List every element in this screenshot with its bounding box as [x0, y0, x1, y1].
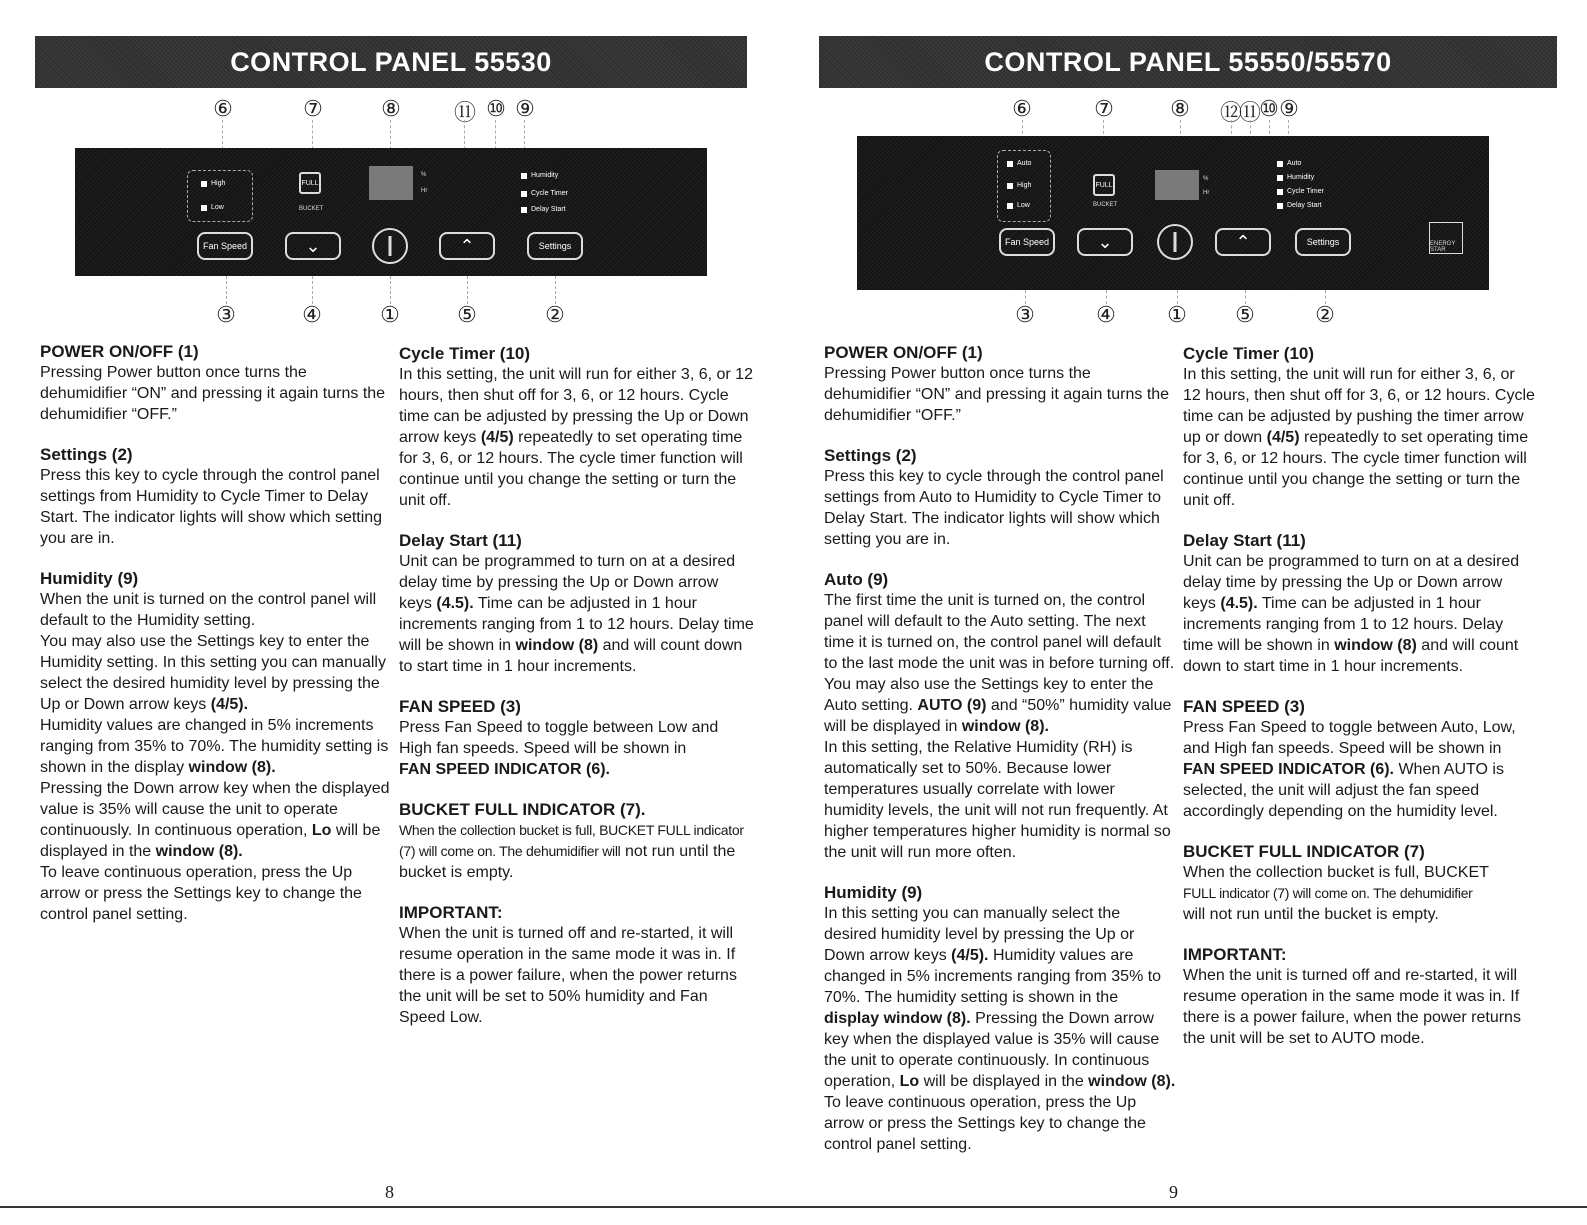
banner-title: CONTROL PANEL 55530: [35, 36, 747, 88]
unit-percent: %: [1203, 176, 1209, 182]
fan-level-low: Low: [1007, 202, 1030, 209]
right-column-2: [1183, 343, 1535, 1068]
humidity-text-1: When the unit is turned on the control panel will default to the Humidity setting.: [40, 591, 377, 629]
mode-humidity: Humidity: [521, 172, 558, 179]
humidity-text-2: You may also use the Settings key to enter the Humidity setting. In this setting you can manually select the desired humidity level by pressing the Up or Down arrow keys (4/5).: [40, 633, 386, 713]
settings-button[interactable]: Settings: [1295, 228, 1351, 256]
power-button[interactable]: [372, 228, 408, 264]
energy-star-logo: ENERGY STAR: [1429, 222, 1463, 254]
humidity-text-4: Pressing the Down arrow key when the displayed value is 35% will cause the unit to operate continuously. In continuous operation, Lo will be displayed in the window (8).: [40, 780, 390, 860]
power-button[interactable]: [1157, 224, 1193, 260]
settings-button[interactable]: Settings: [527, 232, 583, 260]
control-panel-image: [857, 136, 1489, 290]
power-heading: POWER ON/OFF (1): [824, 343, 983, 362]
fan-indicator-box: [187, 170, 253, 222]
callout-10: ⑩: [486, 96, 506, 121]
auto-text: The first time the unit is turned on, the control panel will default to the Auto setting. The next time it is turned on, the control panel will default to the last mode the unit was in before turning off. You may also use the Settings key to enter the Auto setting. AUTO (9) and “50%” humidity value will be displayed in window (8). In this setting, the Relative Humidity (RH) is automatically set to 50%. Because lower temperatures usually correlate with lower humidity levels, the unit will not run frequently. At higher temperatures higher humidity is normal so the unit will run more often.: [824, 592, 1175, 861]
callout-1: ①: [380, 302, 400, 327]
cycle-heading: Cycle Timer (10): [1183, 344, 1315, 363]
callout-8: ⑧: [381, 96, 401, 121]
delay-text: Unit can be programmed to turn on at a desired delay time by pressing the Up or Down arrow keys (4.5). Time can be adjusted in 1 hour increments ranging from 1 to 12 hours. Delay time will be shown in window (8) and will count down to start time in 1 hour increments.: [1183, 553, 1520, 675]
bucket-heading: BUCKET FULL INDICATOR (7): [1183, 842, 1425, 861]
unit-hours: Hr: [1203, 190, 1210, 196]
bucket-label: BUCKET: [1093, 202, 1118, 208]
mode-cycle-timer: Cycle Timer: [521, 190, 568, 197]
delay-heading: Delay Start (11): [399, 531, 522, 550]
bucket-text: When the collection bucket is full, BUCKET FULL indicator (7) will come on. The dehumidifier will not run until the bucket is empty.: [399, 822, 744, 881]
power-heading: POWER ON/OFF (1): [40, 342, 199, 361]
unit-hours: Hr: [421, 188, 428, 194]
humidity-heading: Humidity (9): [40, 569, 139, 588]
bucket-label: BUCKET: [299, 206, 324, 212]
important-text: When the unit is turned off and re-started, it will resume operation in the same mode it was in. If there is a power failure, when the power returns the unit will be set to AUTO mode.: [1183, 967, 1521, 1047]
callout-10: ⑩: [1259, 96, 1279, 121]
leader-line: [467, 276, 468, 304]
settings-heading: Settings (2): [40, 445, 133, 464]
important-text: When the unit is turned off and re-started, it will resume operation in the same mode it was in. If there is a power failure, when the power returns the unit will be set to 50% humidity and Fan Speed Low.: [399, 925, 737, 1026]
down-arrow-button[interactable]: ⌄: [1077, 228, 1133, 256]
leader-line: [390, 276, 391, 304]
power-text: Pressing Power button once turns the dehumidifier “ON” and pressing it again turns the dehumidifier “OFF.”: [40, 364, 386, 423]
humidity-text-3: Humidity values are changed in 5% increments ranging from 35% to 70%. The humidity setting is shown in the display window (8).: [40, 717, 389, 776]
page-right: [797, 0, 1587, 1225]
right-column-1: [824, 342, 1176, 1155]
callout-9: ⑨: [1279, 96, 1299, 121]
page-left: [0, 0, 790, 1225]
unit-percent: %: [421, 172, 427, 178]
fan-speed-button[interactable]: Fan Speed: [197, 232, 253, 260]
bucket-heading: BUCKET FULL INDICATOR (7).: [399, 800, 646, 819]
banner-title: CONTROL PANEL 55550/55570: [819, 36, 1557, 88]
cycle-heading: Cycle Timer (10): [399, 344, 531, 363]
callout-12: ⑫: [1219, 100, 1242, 125]
display-window: [369, 166, 413, 200]
callout-4: ④: [302, 302, 322, 327]
mode-cycle-timer: Cycle Timer: [1277, 188, 1324, 195]
fan-heading: FAN SPEED (3): [1183, 697, 1305, 716]
humidity-text-5: To leave continuous operation, press the Up arrow or press the Settings key to change the control panel setting.: [40, 864, 362, 923]
callout-7: ⑦: [1094, 96, 1114, 121]
important-heading: IMPORTANT:: [399, 903, 503, 922]
callout-8: ⑧: [1170, 96, 1190, 121]
callout-7: ⑦: [303, 96, 323, 121]
mode-delay-start: Delay Start: [521, 206, 566, 213]
bucket-full-icon: FULL: [1093, 174, 1115, 196]
page-number: 8: [385, 1182, 394, 1202]
up-arrow-button[interactable]: ⌃: [1215, 228, 1271, 256]
callout-4: ④: [1096, 302, 1116, 327]
settings-heading: Settings (2): [824, 446, 917, 465]
left-column-2: [399, 343, 755, 1047]
mode-delay-start: Delay Start: [1277, 202, 1322, 209]
callout-6: ⑥: [213, 96, 233, 121]
bucket-text: When the collection bucket is full, BUCKET FULL indicator (7) will come on. The dehumidifier will not run until the bucket is empty.: [1183, 864, 1489, 923]
callout-11: ⑪: [1238, 100, 1261, 125]
humidity-text: In this setting you can manually select the desired humidity level by pressing the Up or Down arrow keys (4/5). Humidity values are changed in 5% increments ranging from 35% to 70%. The humidity setting is shown in the display window (8). Pressing the Down arrow key when the displayed value is 35% will cause the unit to operate continuously. In continuous operation, Lo will be displayed in the window (8). To leave continuous operation, press the Up arrow or press the Settings key to change the control panel setting.: [824, 905, 1176, 1153]
callout-1: ①: [1167, 302, 1187, 327]
cycle-text: In this setting, the unit will run for either 3, 6, or 12 hours, then shut off for 3, 6, or 12 hours. Cycle time can be adjusted by pressing the Up or Down arrow keys (4/5) repeatedly to set operating time for 3, 6, or 12 hours. The cycle timer function will continue until you change the setting or turn the unit off.: [399, 366, 753, 509]
fan-level-auto: Auto: [1007, 160, 1031, 167]
callout-3: ③: [1015, 302, 1035, 327]
fan-heading: FAN SPEED (3): [399, 697, 521, 716]
cycle-text: In this setting, the unit will run for either 3, 6, or 12 hours, then shut off for 3, 6, or 12 hours. Cycle time can be adjusted by pushing the timer arrow up or down (4/5) repeatedly to set operating time for 3, 6, or 12 hours. The cycle timer function will continue until you change the setting or turn the unit off.: [1183, 366, 1535, 509]
callout-2: ②: [545, 302, 565, 327]
display-window: [1155, 170, 1199, 200]
important-heading: IMPORTANT:: [1183, 945, 1287, 964]
power-text: Pressing Power button once turns the dehumidifier “ON” and pressing it again turns the dehumidifier “OFF.”: [824, 365, 1170, 424]
callout-11: ⑪: [453, 100, 476, 125]
left-column-1: [40, 341, 390, 925]
fan-level-high: High: [201, 180, 225, 187]
fan-speed-button[interactable]: Fan Speed: [999, 228, 1055, 256]
delay-heading: Delay Start (11): [1183, 531, 1306, 550]
leader-line: [312, 276, 313, 304]
callout-9: ⑨: [515, 96, 535, 121]
leader-line: [555, 276, 556, 304]
bucket-full-icon: FULL: [299, 172, 321, 194]
down-arrow-button[interactable]: ⌄: [285, 232, 341, 260]
auto-heading: Auto (9): [824, 570, 889, 589]
callout-5: ⑤: [1235, 302, 1255, 327]
fan-text: Press Fan Speed to toggle between Auto, Low, and High fan speeds. Speed will be shown in FAN SPEED INDICATOR (6). When AUTO is selected, the unit will adjust the fan speed accordingly depending on the humidity level.: [1183, 719, 1516, 820]
settings-text: Press this key to cycle through the control panel settings from Humidity to Cycle Timer to Delay Start. The indicator lights will show which setting you are in.: [40, 467, 383, 547]
leader-line: [226, 276, 227, 304]
callout-2: ②: [1315, 302, 1335, 327]
mode-humidity: Humidity: [1277, 174, 1314, 181]
callout-5: ⑤: [457, 302, 477, 327]
page-number: 9: [1169, 1182, 1178, 1202]
callout-3: ③: [216, 302, 236, 327]
fan-text: Press Fan Speed to toggle between Low and High fan speeds. Speed will be shown in FAN SPEED INDICATOR (6).: [399, 719, 719, 778]
settings-text: Press this key to cycle through the control panel settings from Auto to Humidity to Cycle Timer to Delay Start. The indicator lights will show which setting you are in.: [824, 468, 1164, 548]
bottom-rule: [0, 1206, 1587, 1208]
fan-level-low: Low: [201, 204, 224, 211]
up-arrow-button[interactable]: ⌃: [439, 232, 495, 260]
delay-text: Unit can be programmed to turn on at a desired delay time by pressing the Up or Down arrow keys (4.5). Time can be adjusted in 1 hour increments ranging from 1 to 12 hours. Delay time will be shown in window (8) and will count down to start time in 1 hour increments.: [399, 553, 754, 675]
callout-6: ⑥: [1012, 96, 1032, 121]
humidity-heading: Humidity (9): [824, 883, 923, 902]
control-panel-image: [75, 148, 707, 276]
fan-level-high: High: [1007, 182, 1031, 189]
mode-auto: Auto: [1277, 160, 1301, 167]
